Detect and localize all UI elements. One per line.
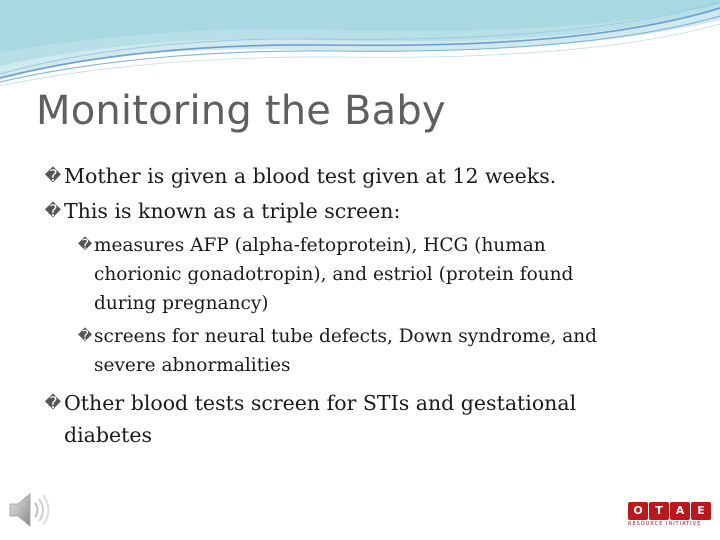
bullet-text: during pregnancy) bbox=[94, 293, 269, 314]
bullet-text: diabetes bbox=[64, 423, 153, 447]
bullet-text: severe abnormalities bbox=[94, 355, 291, 376]
bullet-item bbox=[44, 160, 644, 192]
bullet-text: Mother is given a blood test given at 12 weeks. bbox=[64, 164, 557, 188]
sub-bullet-item bbox=[76, 231, 666, 318]
bullet-text: screens for neural tube defects, Down syndrome, and bbox=[94, 326, 598, 347]
bullet-glyph: � bbox=[44, 166, 62, 185]
bullet-item bbox=[44, 195, 644, 227]
bullet-glyph: � bbox=[77, 328, 93, 344]
logo-letter: T bbox=[649, 502, 669, 520]
logo-letter: A bbox=[670, 502, 690, 520]
speaker-icon[interactable] bbox=[6, 488, 56, 532]
bullet-item bbox=[44, 387, 644, 451]
otae-logo bbox=[628, 502, 712, 530]
bullet-text: chorionic gonadotropin), and estriol (protein found bbox=[94, 264, 574, 285]
logo-letter: O bbox=[628, 502, 648, 520]
bullet-glyph: � bbox=[44, 393, 62, 412]
decorative-wave-header bbox=[0, 0, 720, 90]
bullet-glyph: � bbox=[44, 201, 62, 220]
logo-letter: E bbox=[691, 502, 711, 520]
bullet-text: measures AFP (alpha-fetoprotein), HCG (human bbox=[94, 235, 546, 256]
logo-tagline: RESOURCE INITIATIVE bbox=[628, 521, 702, 527]
bullet-text: Other blood tests screen for STIs and gestational bbox=[64, 391, 577, 415]
sub-bullet-item bbox=[76, 322, 666, 380]
slide-title: Monitoring the Baby bbox=[36, 88, 446, 134]
bullet-text: This is known as a triple screen: bbox=[64, 199, 401, 223]
bullet-glyph: � bbox=[77, 237, 93, 253]
